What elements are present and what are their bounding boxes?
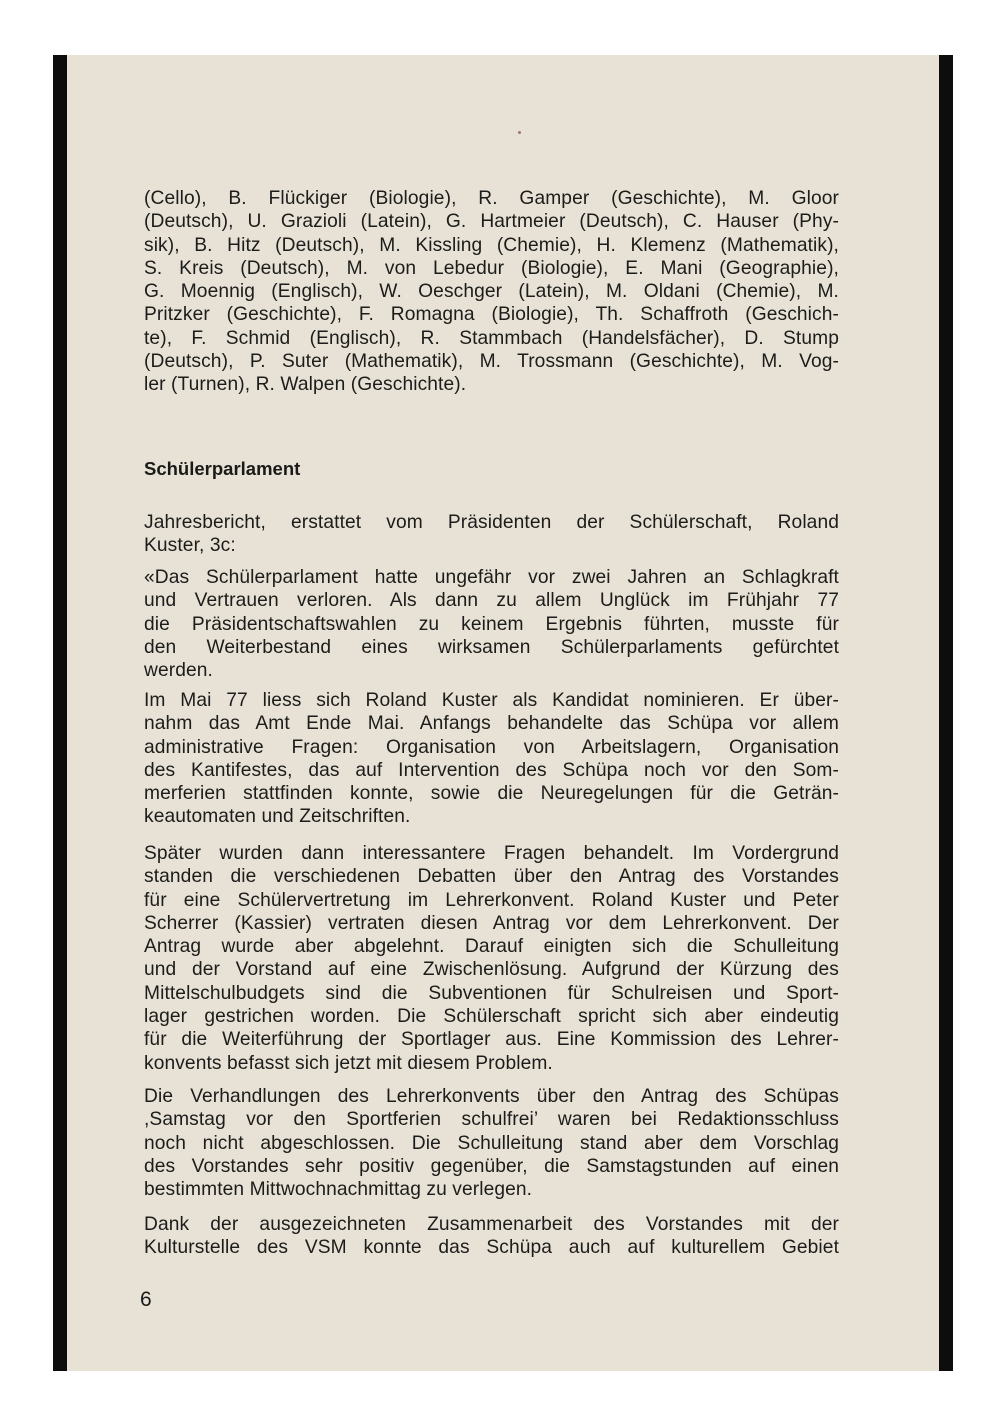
document-page [67,55,939,1371]
intro-line: Kuster, 3c: [144,535,236,557]
paper-speck [518,131,521,134]
paragraph-line: des Kantifestes, das auf Intervention des Schüpa noch vor den Som- [144,759,839,781]
paragraph-line: keautomaten und Zeitschriften. [144,806,411,828]
paragraph-line: konvents befasst sich jetzt mit diesem Problem. [144,1052,553,1074]
paragraph-line: Mittelschulbudgets sind die Subventionen für Schulreisen und Sport- [144,982,839,1004]
faculty-list [144,187,839,397]
faculty-list-line: (Deutsch), P. Suter (Mathematik), M. Trossmann (Geschichte), M. Vog- [144,351,839,373]
paragraph-line: Scherrer (Kassier) vertraten diesen Antrag vor dem Lehrerkonvent. Der [144,912,839,934]
paragraph-line: die Präsidentschaftswahlen zu keinem Ergebnis führten, musste für [144,613,839,635]
paragraph-4 [144,1085,839,1201]
page-number: 6 [140,1288,152,1311]
faculty-list-line: te), F. Schmid (Englisch), R. Stammbach (Handelsfächer), D. Stump [144,327,839,349]
paragraph-line: und der Vorstand auf eine Zwischenlösung. Aufgrund der Kürzung des [144,959,839,981]
paragraph-line: noch nicht abgeschlossen. Die Schulleitung stand aber dem Vorschlag [144,1132,839,1154]
intro-line: Jahresbericht, erstattet vom Präsidenten der Schülerschaft, Roland [144,512,839,533]
paragraph-line: den Weiterbestand eines wirksamen Schülerparlaments gefürchtet [144,636,839,658]
paragraph-3 [144,842,839,1075]
faculty-list-line: (Deutsch), U. Grazioli (Latein), G. Hartmeier (Deutsch), C. Hauser (Phy- [144,211,839,233]
paragraph-2 [144,689,839,829]
paragraph-line: Später wurden dann interessantere Fragen behandelt. Im Vordergrund [144,843,839,864]
paragraph-line: merferien stattfinden konnte, sowie die Neuregelungen für die Geträn- [144,783,839,805]
paragraph-line: nahm das Amt Ende Mai. Anfangs behandelte das Schüpa vor allem [144,713,839,735]
faculty-list-line: (Cello), B. Flückiger (Biologie), R. Gamper (Geschichte), M. Gloor [144,188,839,209]
paragraph-line: Im Mai 77 liess sich Roland Kuster als Kandidat nominieren. Er über- [144,690,839,711]
faculty-list-line: ler (Turnen), R. Walpen (Geschichte). [144,374,467,396]
section-heading: Schülerparlament [144,458,301,479]
paragraph-line: «Das Schülerparlament hatte ungefähr vor zwei Jahren an Schlagkraft [144,567,839,588]
faculty-list-line: G. Moennig (Englisch), W. Oeschger (Latein), M. Oldani (Chemie), M. [144,281,839,303]
scan-border [53,55,953,1371]
faculty-list-line: S. Kreis (Deutsch), M. von Lebedur (Biologie), E. Mani (Geographie), [144,257,839,279]
paragraph-line: Dank der ausgezeichneten Zusammenarbeit des Vorstandes mit der [144,1214,839,1235]
paragraph-line: standen die verschiedenen Debatten über den Antrag des Vorstandes [144,866,839,888]
paragraph-5 [144,1213,839,1260]
paragraph-line: und Vertrauen verloren. Als dann zu allem Unglück im Frühjahr 77 [144,590,839,612]
paragraph-line: administrative Fragen: Organisation von Arbeitslagern, Organisation [144,736,839,758]
paragraph-line: Die Verhandlungen des Lehrerkonvents über den Antrag des Schüpas [144,1086,839,1107]
paragraph-line: für die Weiterführung der Sportlager aus. Eine Kommission des Lehrer- [144,1029,839,1051]
paragraph-line: lager gestrichen worden. Die Schülerschaft spricht sich aber eindeutig [144,1006,839,1028]
intro-paragraph [144,511,839,558]
paragraph-1 [144,566,839,682]
paragraph-line: für eine Schülervertretung im Lehrerkonvent. Roland Kuster und Peter [144,889,839,911]
paragraph-line: bestimmten Mittwochnachmittag zu verlegen. [144,1179,533,1201]
paragraph-line: Antrag wurde aber abgelehnt. Darauf einigten sich die Schulleitung [144,936,839,958]
paragraph-line: Kulturstelle des VSM konnte das Schüpa auch auf kulturellem Gebiet [144,1237,839,1259]
paragraph-line: werden. [144,660,213,682]
faculty-list-line: Pritzker (Geschichte), F. Romagna (Biologie), Th. Schaffroth (Geschich- [144,304,839,326]
paragraph-line: des Vorstandes sehr positiv gegenüber, die Samstagstunden auf einen [144,1155,839,1177]
paragraph-line: ,Samstag vor den Sportferien schulfrei’ waren bei Redaktionsschluss [144,1109,839,1131]
faculty-list-line: sik), B. Hitz (Deutsch), M. Kissling (Chemie), H. Klemenz (Mathematik), [144,234,839,256]
